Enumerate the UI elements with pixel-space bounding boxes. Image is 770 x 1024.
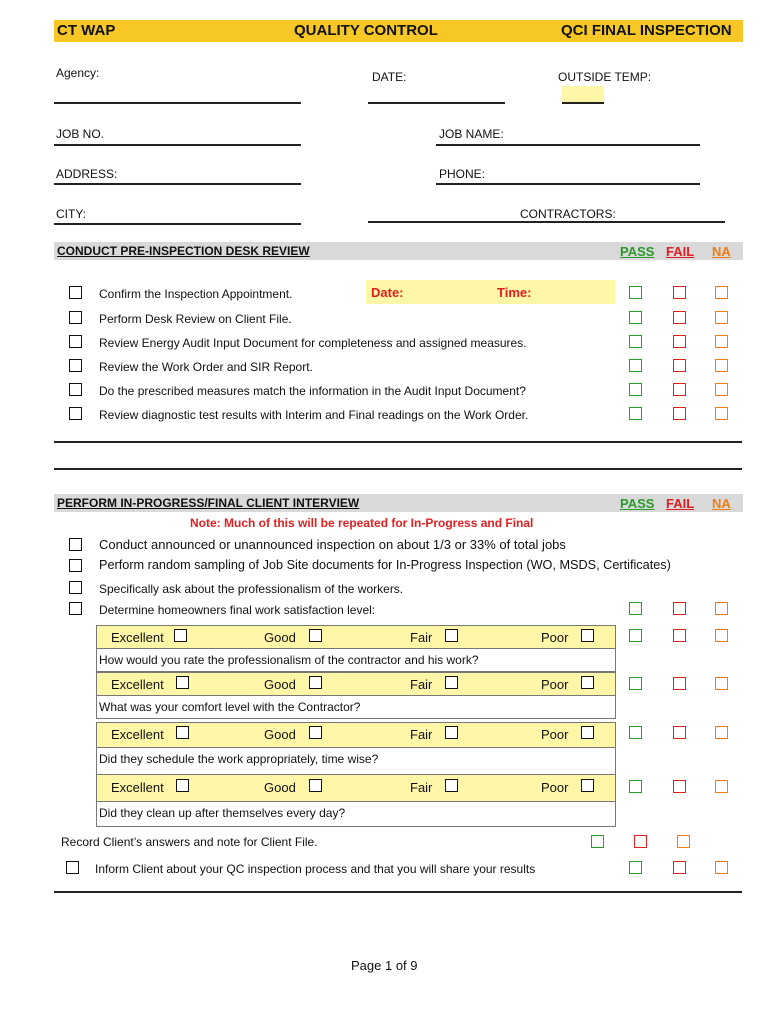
section2-title: PERFORM IN-PROGRESS/FINAL CLIENT INTERVIEW [57, 496, 360, 510]
na-checkbox[interactable] [677, 835, 690, 848]
na-checkbox[interactable] [715, 780, 728, 793]
outside-temp-underline [562, 102, 604, 104]
fail-checkbox[interactable] [673, 629, 686, 642]
checklist-item: Determine homeowners final work satisfaction level: [99, 603, 376, 617]
job-name-field[interactable] [436, 144, 700, 146]
na-header: NA [712, 244, 731, 259]
pass-checkbox[interactable] [629, 780, 642, 793]
question-text: What was your comfort level with the Contractor? [99, 700, 361, 714]
contractors-field[interactable] [368, 221, 725, 223]
outside-temp-label: OUTSIDE TEMP: [558, 70, 652, 84]
rating-good: Good [264, 727, 296, 742]
city-field[interactable] [54, 223, 301, 225]
agency-field[interactable] [54, 102, 301, 104]
rating-fair: Fair [410, 677, 433, 692]
rating-excellent: Excellent [111, 780, 164, 795]
rating-poor: Poor [541, 727, 569, 742]
fail-checkbox[interactable] [673, 383, 686, 396]
rating-good: Good [264, 780, 296, 795]
date-field[interactable] [368, 102, 505, 104]
excellent-checkbox[interactable] [176, 726, 189, 739]
fail-checkbox[interactable] [673, 311, 686, 324]
rating-excellent: Excellent [111, 727, 164, 742]
pass-checkbox[interactable] [629, 286, 642, 299]
header-left: CT WAP [57, 22, 116, 39]
rating-good: Good [264, 630, 296, 645]
phone-field[interactable] [436, 183, 700, 185]
section-divider [54, 891, 742, 893]
header-right: QCI FINAL INSPECTION [561, 22, 732, 39]
record-text: Record Client’s answers and note for Client File. [61, 835, 318, 849]
item-checkbox[interactable] [69, 559, 82, 572]
pass-header: PASS [620, 244, 655, 259]
question-text: Did they clean up after themselves every day? [99, 806, 346, 820]
good-checkbox[interactable] [309, 629, 322, 642]
pass-checkbox[interactable] [629, 359, 642, 372]
na-header: NA [712, 496, 731, 511]
outside-temp-field[interactable] [562, 86, 604, 102]
pass-checkbox[interactable] [629, 407, 642, 420]
fail-header: FAIL [666, 244, 695, 259]
checklist-item: Review diagnostic test results with Interim and Final readings on the Work Order. [99, 408, 529, 422]
poor-checkbox[interactable] [581, 676, 594, 689]
fail-checkbox[interactable] [673, 726, 686, 739]
rating-row [96, 722, 616, 748]
checklist-item: Do the prescribed measures match the information in the Audit Input Document? [99, 384, 526, 398]
na-checkbox[interactable] [715, 359, 728, 372]
pass-checkbox[interactable] [591, 835, 604, 848]
rating-excellent: Excellent [111, 677, 164, 692]
good-checkbox[interactable] [309, 676, 322, 689]
item-checkbox[interactable] [69, 538, 82, 551]
rating-poor: Poor [541, 780, 569, 795]
header-center: QUALITY CONTROL [294, 22, 438, 39]
fail-checkbox[interactable] [673, 286, 686, 299]
na-checkbox[interactable] [715, 861, 728, 874]
question-text: Did they schedule the work appropriately, time wise? [99, 752, 379, 766]
question-text: How would you rate the professionalism of the contractor and his work? [99, 653, 479, 667]
item-checkbox[interactable] [69, 286, 82, 299]
excellent-checkbox[interactable] [176, 676, 189, 689]
rating-good: Good [264, 677, 296, 692]
rating-poor: Poor [541, 677, 569, 692]
item-checkbox[interactable] [69, 602, 82, 615]
job-name-label: JOB NAME: [439, 127, 504, 141]
checklist-item: Conduct announced or unannounced inspection on about 1/3 or 33% of total jobs [99, 537, 566, 552]
pass-checkbox[interactable] [629, 383, 642, 396]
appointment-date-label: Date: [371, 285, 404, 300]
pass-header: PASS [620, 496, 655, 511]
rating-row [96, 774, 616, 802]
checklist-item: Specifically ask about the professionalism of the workers. [99, 582, 404, 596]
item-checkbox[interactable] [66, 861, 79, 874]
fail-checkbox[interactable] [673, 677, 686, 690]
poor-checkbox[interactable] [581, 779, 594, 792]
item-checkbox[interactable] [69, 311, 82, 324]
pass-checkbox[interactable] [629, 861, 642, 874]
item-checkbox[interactable] [69, 335, 82, 348]
checklist-item: Confirm the Inspection Appointment. [99, 287, 293, 301]
na-checkbox[interactable] [715, 311, 728, 324]
job-no-label: JOB NO. [56, 127, 105, 141]
fail-checkbox[interactable] [673, 335, 686, 348]
na-checkbox[interactable] [715, 286, 728, 299]
fair-checkbox[interactable] [445, 629, 458, 642]
appointment-time-label: Time: [497, 285, 532, 300]
notes-line[interactable] [54, 441, 742, 443]
rating-excellent: Excellent [111, 630, 164, 645]
pass-checkbox[interactable] [629, 311, 642, 324]
address-field[interactable] [54, 183, 301, 185]
fail-checkbox[interactable] [634, 835, 647, 848]
agency-label: Agency: [56, 66, 100, 80]
checklist-item: Perform random sampling of Job Site documents for In-Progress Inspection (WO, MSDS, Certificates) [99, 558, 671, 572]
checklist-item: Perform Desk Review on Client File. [99, 312, 292, 326]
address-label: ADDRESS: [56, 167, 118, 181]
good-checkbox[interactable] [309, 726, 322, 739]
na-checkbox[interactable] [715, 383, 728, 396]
rating-fair: Fair [410, 727, 433, 742]
rating-fair: Fair [410, 780, 433, 795]
pass-checkbox[interactable] [629, 726, 642, 739]
pass-checkbox[interactable] [629, 335, 642, 348]
fair-checkbox[interactable] [445, 726, 458, 739]
fair-checkbox[interactable] [445, 676, 458, 689]
city-label: CITY: [56, 207, 87, 221]
rating-row [96, 672, 616, 696]
item-checkbox[interactable] [69, 581, 82, 594]
good-checkbox[interactable] [309, 779, 322, 792]
excellent-checkbox[interactable] [174, 629, 187, 642]
notes-line[interactable] [54, 468, 742, 470]
contractors-label: CONTRACTORS: [520, 207, 616, 221]
pass-checkbox[interactable] [629, 602, 642, 615]
fail-checkbox[interactable] [673, 407, 686, 420]
fail-header: FAIL [666, 496, 695, 511]
rating-poor: Poor [541, 630, 569, 645]
section1-title: CONDUCT PRE-INSPECTION DESK REVIEW [57, 244, 310, 258]
phone-label: PHONE: [439, 167, 486, 181]
poor-checkbox[interactable] [581, 726, 594, 739]
fair-checkbox[interactable] [445, 779, 458, 792]
inform-text: Inform Client about your QC inspection process and that you will share your results [95, 862, 536, 876]
date-label: DATE: [372, 70, 407, 84]
fail-checkbox[interactable] [673, 359, 686, 372]
na-checkbox[interactable] [715, 407, 728, 420]
fail-checkbox[interactable] [673, 861, 686, 874]
item-checkbox[interactable] [69, 407, 82, 420]
item-checkbox[interactable] [69, 359, 82, 372]
na-checkbox[interactable] [715, 335, 728, 348]
fail-checkbox[interactable] [673, 780, 686, 793]
rating-fair: Fair [410, 630, 433, 645]
checklist-item: Review the Work Order and SIR Report. [99, 360, 313, 374]
checklist-item: Review Energy Audit Input Document for completeness and assigned measures. [99, 336, 527, 350]
excellent-checkbox[interactable] [176, 779, 189, 792]
na-checkbox[interactable] [715, 677, 728, 690]
pass-checkbox[interactable] [629, 629, 642, 642]
job-no-field[interactable] [54, 144, 301, 146]
pass-checkbox[interactable] [629, 677, 642, 690]
na-checkbox[interactable] [715, 602, 728, 615]
section2-note: Note: Much of this will be repeated for In-Progress and Final [190, 516, 534, 530]
na-checkbox[interactable] [715, 629, 728, 642]
na-checkbox[interactable] [715, 726, 728, 739]
poor-checkbox[interactable] [581, 629, 594, 642]
fail-checkbox[interactable] [673, 602, 686, 615]
item-checkbox[interactable] [69, 383, 82, 396]
page-number: Page 1 of 9 [351, 958, 418, 973]
